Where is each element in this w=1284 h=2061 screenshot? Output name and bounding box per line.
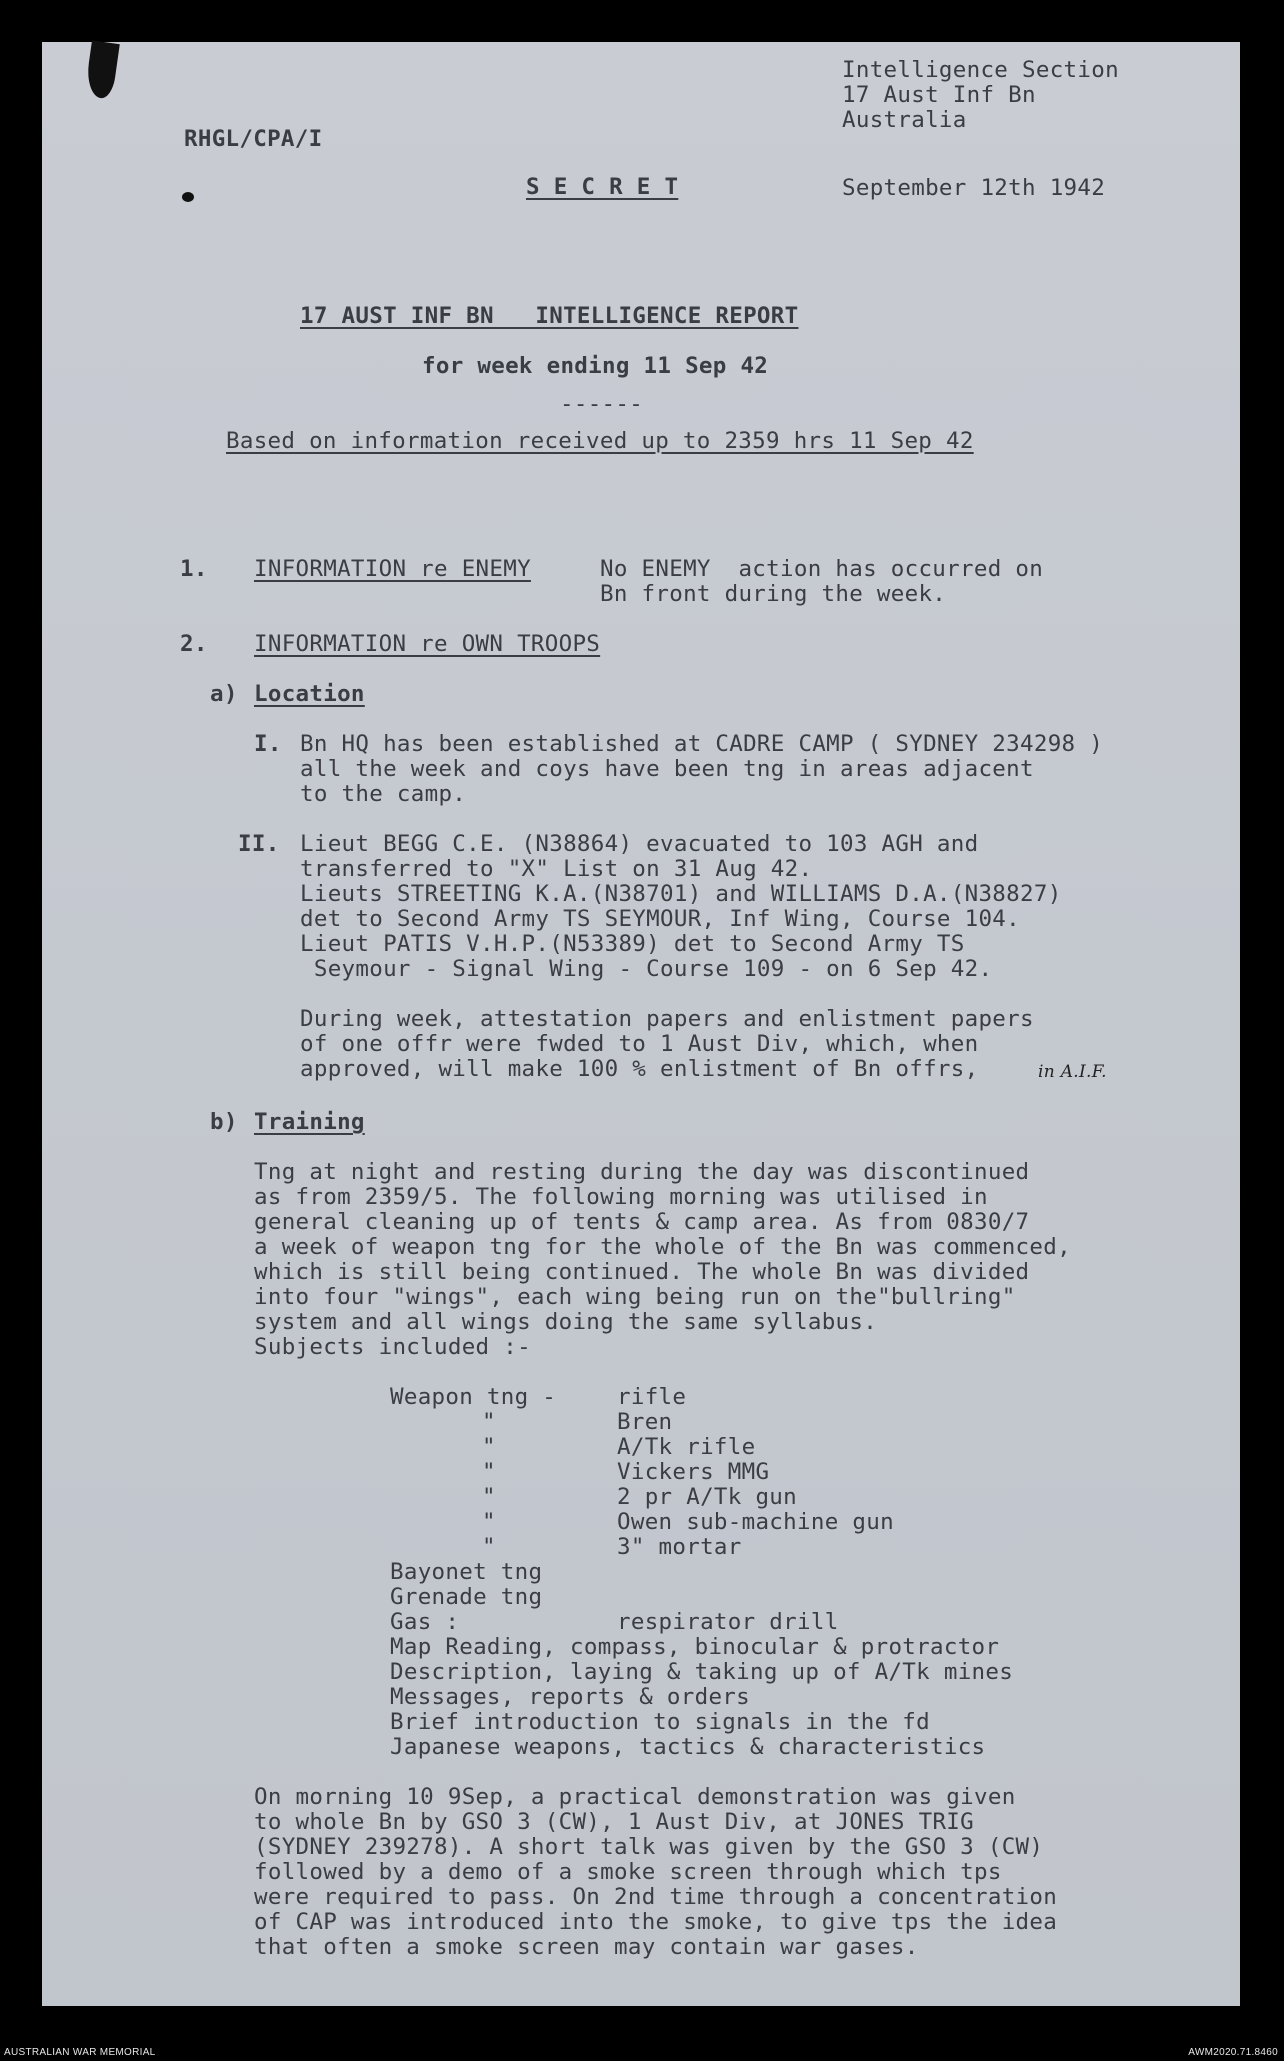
- address-line: Intelligence Section: [842, 57, 1119, 83]
- secret-stamp: S E C R E T: [526, 174, 679, 200]
- report-title: 17 AUST INF BN INTELLIGENCE REPORT: [300, 303, 799, 329]
- personnel-line: Lieut BEGG C.E. (N38864) evacuated to 103 AGH and: [300, 831, 979, 857]
- training-line: which is still being continued. The whole Bn was divided: [254, 1259, 1030, 1285]
- weapon-tng-label: Weapon tng -: [390, 1384, 557, 1410]
- ditto-mark: ": [482, 1509, 496, 1535]
- training-line: Subjects included :-: [254, 1334, 531, 1360]
- subject-item: Description, laying & taking up of A/Tk mines: [390, 1659, 1014, 1685]
- training-line: Tng at night and resting during the day was discontinued: [254, 1159, 1030, 1185]
- demo-line: were required to pass. On 2nd time through a concentration: [254, 1884, 1058, 1910]
- ditto-mark: ": [482, 1409, 496, 1435]
- title-divider: ------: [560, 391, 644, 417]
- location-line: Bn HQ has been established at CADRE CAMP ( SYDNEY 234298 ): [300, 731, 1104, 757]
- weapon-item: 3" mortar: [617, 1534, 742, 1560]
- subsection-heading-training: Training: [254, 1109, 365, 1135]
- ditto-mark: ": [482, 1534, 496, 1560]
- demo-line: (SYDNEY 239278). A short talk was given by the GSO 3 (CW): [254, 1834, 1044, 1860]
- weapon-item: Owen sub-machine gun: [617, 1509, 894, 1535]
- reference-code: RHGL/CPA/I: [184, 126, 323, 152]
- training-line: into four "wings", each wing being run on the"bullring": [254, 1284, 1016, 1310]
- address-line: 17 Aust Inf Bn: [842, 82, 1036, 108]
- demo-line: that often a smoke screen may contain war gases.: [254, 1934, 919, 1960]
- subject-item: Grenade tng: [390, 1584, 543, 1610]
- torn-corner: [84, 40, 120, 99]
- personnel-line: Seymour - Signal Wing - Course 109 - on 6 Sep 42.: [300, 956, 993, 982]
- paragraph-number: II.: [238, 831, 280, 857]
- location-line: to the camp.: [300, 781, 467, 807]
- subject-item: Messages, reports & orders: [390, 1684, 750, 1710]
- personnel-line: det to Second Army TS SEYMOUR, Inf Wing, Course 104.: [300, 906, 1020, 932]
- training-line: general cleaning up of tents & camp area. As from 0830/7: [254, 1209, 1030, 1235]
- weapon-item: 2 pr A/Tk gun: [617, 1484, 797, 1510]
- section-heading-enemy: INFORMATION re ENEMY: [254, 556, 531, 582]
- demo-line: to whole Bn by GSO 3 (CW), 1 Aust Div, at JONES TRIG: [254, 1809, 974, 1835]
- ditto-mark: ": [482, 1434, 496, 1460]
- weapon-item: rifle: [617, 1384, 687, 1410]
- section-heading-own-troops: INFORMATION re OWN TROOPS: [254, 631, 601, 657]
- weapon-item: Bren: [617, 1409, 673, 1435]
- report-subtitle: for week ending 11 Sep 42: [422, 353, 769, 379]
- section-number: 2.: [180, 631, 208, 657]
- section-number: 1.: [180, 556, 208, 582]
- subsection-label: a): [210, 681, 238, 707]
- footer-accession-number: AWM2020.71.8460: [1188, 2047, 1278, 2058]
- address-line: Australia: [842, 107, 967, 133]
- subsection-heading-location: Location: [254, 681, 365, 707]
- training-line: system and all wings doing the same syllabus.: [254, 1309, 878, 1335]
- gas-label: Gas :: [390, 1609, 460, 1635]
- enlistment-line: of one offr were fwded to 1 Aust Div, which, when: [300, 1031, 979, 1057]
- enemy-text-line: No ENEMY action has occurred on: [600, 556, 1044, 582]
- ink-blot: [182, 192, 194, 202]
- gas-value: respirator drill: [617, 1609, 839, 1635]
- handwritten-annotation: in A.I.F.: [1038, 1062, 1107, 1082]
- demo-line: of CAP was introduced into the smoke, to give tps the idea: [254, 1909, 1058, 1935]
- ditto-mark: ": [482, 1484, 496, 1510]
- report-date: September 12th 1942: [842, 175, 1106, 201]
- paragraph-number: I.: [254, 731, 282, 757]
- enlistment-line: During week, attestation papers and enlistment papers: [300, 1006, 1034, 1032]
- subject-item: Brief introduction to signals in the fd: [390, 1709, 930, 1735]
- footer-institution: AUSTRALIAN WAR MEMORIAL: [4, 2047, 156, 2058]
- location-line: all the week and coys have been tng in areas adjacent: [300, 756, 1034, 782]
- ditto-mark: ": [482, 1459, 496, 1485]
- enemy-text-line: Bn front during the week.: [600, 581, 947, 607]
- training-line: as from 2359/5. The following morning was utilised in: [254, 1184, 988, 1210]
- subject-item: Map Reading, compass, binocular & protractor: [390, 1634, 1000, 1660]
- personnel-line: Lieut PATIS V.H.P.(N53389) det to Second Army TS: [300, 931, 965, 957]
- subject-item: Japanese weapons, tactics & characteristics: [390, 1734, 986, 1760]
- document-page: [42, 42, 1240, 2006]
- report-basis: Based on information received up to 2359 hrs 11 Sep 42: [226, 428, 974, 454]
- personnel-line: transferred to "X" List on 31 Aug 42.: [300, 856, 813, 882]
- weapon-item: A/Tk rifle: [617, 1434, 756, 1460]
- subject-item: Bayonet tng: [390, 1559, 543, 1585]
- training-line: a week of weapon tng for the whole of the Bn was commenced,: [254, 1234, 1071, 1260]
- enlistment-line: approved, will make 100 % enlistment of Bn offrs,: [300, 1056, 979, 1082]
- demo-line: followed by a demo of a smoke screen through which tps: [254, 1859, 1002, 1885]
- demo-line: On morning 10 9Sep, a practical demonstration was given: [254, 1784, 1016, 1810]
- weapon-item: Vickers MMG: [617, 1459, 770, 1485]
- subsection-label: b): [210, 1109, 238, 1135]
- personnel-line: Lieuts STREETING K.A.(N38701) and WILLIAMS D.A.(N38827): [300, 881, 1062, 907]
